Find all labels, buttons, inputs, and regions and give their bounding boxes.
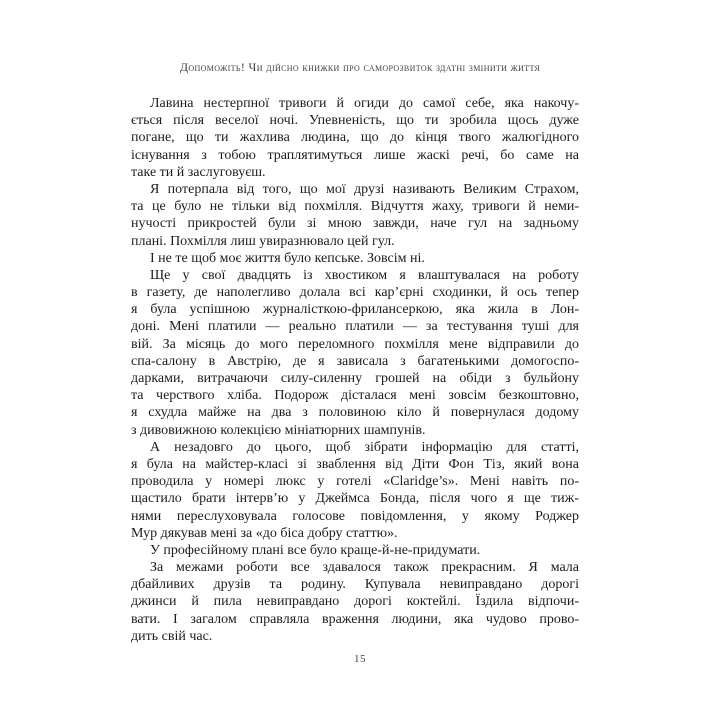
body-line: Мур дякував мені за «до біса добру статтю». bbox=[131, 525, 398, 541]
body-line: нучості прикростей були зі мною завжди, наче гул на задньому bbox=[131, 216, 579, 232]
body-line: та черствого хліба. Подорож дісталася мені зовсім безкоштовно, bbox=[131, 388, 579, 404]
body-line: вати. І загалом справляла враження людини, яка чудово прово- bbox=[131, 611, 579, 627]
body-line: нями переслуховувала голосове повідомлення, у якому Роджер bbox=[131, 508, 579, 524]
body-line: У професійному плані все було краще-й-не-придумати. bbox=[150, 542, 481, 558]
body-line: доні. Мені платили — реально платили — за тестування туші для bbox=[131, 319, 579, 335]
running-header: Допоможіть! Чи дійсно книжки про саморозвиток здатні змінити життя bbox=[179, 60, 541, 74]
body-line: щастило брати інтерв’ю у Джеймса Бонда, після чого я ще тиж- bbox=[131, 491, 579, 507]
body-line: дарками, витрачаючи силу-силенну грошей на обіди з бульйону bbox=[131, 371, 579, 386]
body-line: погане, що ти жахлива людина, що до кінця твого жалюгідного bbox=[131, 130, 579, 146]
text-block bbox=[131, 95, 579, 645]
body-line: я була на майстер-класі зі зваблення від Діти Фон Тіз, який вона bbox=[131, 456, 579, 472]
body-line: дить свій час. bbox=[131, 628, 213, 644]
body-line: та це було не тільки від похмілля. Відчуття жаху, тривоги й неми- bbox=[131, 199, 579, 215]
body-line: вій. За місяць до мого переломного похмілля мене відправили до bbox=[131, 336, 579, 352]
body-line: Лавина нестерпної тривоги й огиди до самої себе, яка накочу- bbox=[150, 96, 579, 111]
body-line: спа-салону в Австрію, де я зависала з багатенькими домогоспо- bbox=[131, 353, 579, 369]
body-line: А незадовго до цього, щоб зібрати інформацію для статті, bbox=[150, 439, 579, 455]
body-line: плані. Похмілля лиш увиразнювало цей гул. bbox=[131, 233, 395, 249]
page-number: 15 bbox=[354, 653, 366, 665]
body-line: За межами роботи все здавалося також прекрасним. Я мала bbox=[150, 560, 579, 576]
body-line: дбайливих друзів та родину. Купувала невиправдано дорогі bbox=[131, 577, 579, 593]
body-line: проводила у номері люкс у готелі «Claridge’s». Мені навіть по- bbox=[131, 474, 579, 490]
body-line: джинси й пила невиправдано дорогі коктейлі. Їздила відпочи- bbox=[131, 594, 579, 610]
body-line: з дивовижною колекцією мініатюрних шампунів. bbox=[131, 422, 426, 438]
body-line: я схудла майже на два з половиною кіло й повернулася додому bbox=[131, 405, 579, 421]
body-line: таке ти й заслуговуєш. bbox=[131, 164, 266, 180]
body-line: в газету, де наполегливо долала всі кар’єрні сходинки, й ось тепер bbox=[131, 285, 579, 301]
body-line: Ще у свої двадцять із хвостиком я влаштувалася на роботу bbox=[150, 267, 579, 283]
body-line: І не те щоб моє життя було кепське. Зовсім ні. bbox=[150, 250, 425, 266]
body-line: існування з тобою траплятимуться лише жаскі речі, бо саме на bbox=[131, 147, 579, 163]
body-line: ється після веселої ночі. Упевненість, що ти зробила щось дуже bbox=[131, 113, 579, 129]
body-line: я була успішною журналісткою-фрилансеркою, яка жила в Лон- bbox=[131, 302, 579, 318]
body-line: Я потерпала від того, що мої друзі називають Великим Страхом, bbox=[150, 181, 579, 197]
